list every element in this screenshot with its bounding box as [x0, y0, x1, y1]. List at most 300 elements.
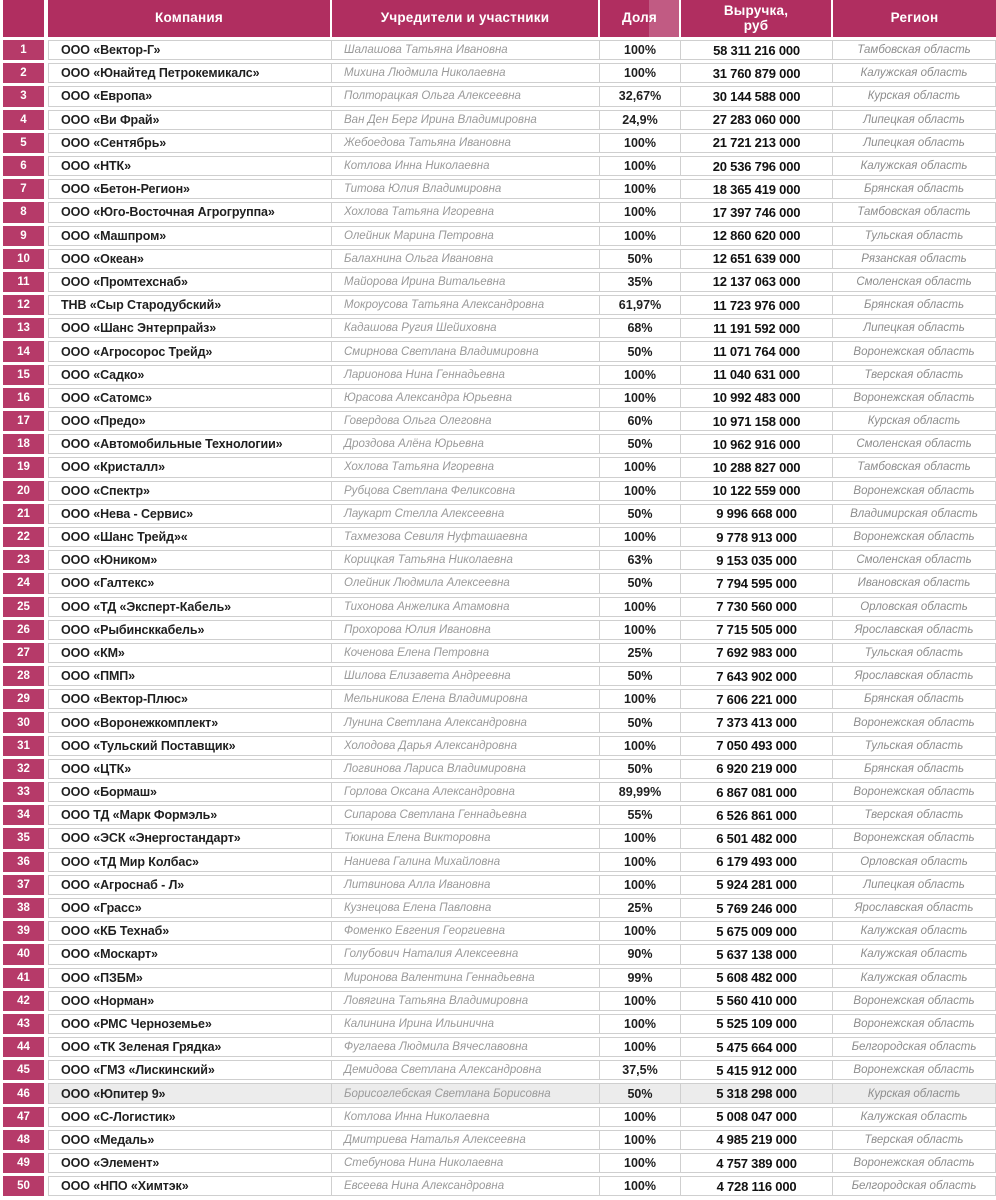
founders-cell: Рубцова Светлана Феликсовна — [332, 481, 600, 501]
company-cell: ООО «Шанс Трейд»« — [48, 527, 332, 547]
founders-cell: Коченова Елена Петровна — [332, 643, 600, 663]
company-cell: ООО «Предо» — [48, 411, 332, 431]
table-row — [3, 295, 996, 315]
region-cell: Ивановская область — [833, 573, 996, 593]
company-cell: ООО «С-Логистик» — [48, 1107, 332, 1127]
table-row — [3, 411, 996, 431]
table-row — [3, 504, 996, 524]
revenue-cell: 9 153 035 000 — [681, 550, 833, 570]
founders-cell: Горлова Оксана Александровна — [332, 782, 600, 802]
share-cell: 100% — [600, 875, 681, 895]
share-cell: 35% — [600, 272, 681, 292]
table-row — [3, 620, 996, 640]
table-row — [3, 944, 996, 964]
table-row — [3, 272, 996, 292]
share-cell: 100% — [600, 597, 681, 617]
company-cell: ООО «Европа» — [48, 86, 332, 106]
row-number-cell: 16 — [3, 388, 44, 408]
revenue-cell: 11 723 976 000 — [681, 295, 833, 315]
region-cell: Воронежская область — [833, 991, 996, 1011]
row-number-cell: 30 — [3, 712, 44, 732]
share-cell: 50% — [600, 666, 681, 686]
company-cell: ООО «Агросорос Трейд» — [48, 341, 332, 361]
company-cell: ООО «Юго-Восточная Агрогруппа» — [48, 202, 332, 222]
company-cell: ООО «Элемент» — [48, 1153, 332, 1173]
revenue-cell: 27 283 060 000 — [681, 110, 833, 130]
founders-cell: Мокроусова Татьяна Александровна — [332, 295, 600, 315]
share-cell: 100% — [600, 457, 681, 477]
row-number-cell: 43 — [3, 1014, 44, 1034]
share-cell: 63% — [600, 550, 681, 570]
header-region-label: Регион — [890, 10, 939, 26]
table-header-row — [3, 0, 996, 37]
share-cell: 68% — [600, 318, 681, 338]
revenue-cell: 12 860 620 000 — [681, 226, 833, 246]
region-cell: Ярославская область — [833, 666, 996, 686]
founders-cell: Шалашова Татьяна Ивановна — [332, 40, 600, 60]
header-share-label: Доля — [622, 10, 657, 26]
table-row — [3, 179, 996, 199]
table-row — [3, 597, 996, 617]
region-cell: Курская область — [833, 411, 996, 431]
table-row — [3, 898, 996, 918]
row-number-cell: 32 — [3, 759, 44, 779]
region-cell: Тульская область — [833, 736, 996, 756]
company-cell: ООО «Автомобильные Технологии» — [48, 434, 332, 454]
row-number-cell: 37 — [3, 875, 44, 895]
founders-cell: Шилова Елизавета Андреевна — [332, 666, 600, 686]
region-cell: Брянская область — [833, 179, 996, 199]
revenue-cell: 7 794 595 000 — [681, 573, 833, 593]
share-cell: 25% — [600, 898, 681, 918]
founders-cell: Котлова Инна Николаевна — [332, 156, 600, 176]
row-number-cell: 28 — [3, 666, 44, 686]
company-cell: ООО «Рыбинсккабель» — [48, 620, 332, 640]
founders-cell: Корицкая Татьяна Николаевна — [332, 550, 600, 570]
share-cell: 100% — [600, 1014, 681, 1034]
share-cell: 100% — [600, 991, 681, 1011]
row-number-cell: 11 — [3, 272, 44, 292]
founders-cell: Холодова Дарья Александровна — [332, 736, 600, 756]
share-cell: 100% — [600, 63, 681, 83]
row-number-cell: 46 — [3, 1083, 44, 1103]
row-number-cell: 27 — [3, 643, 44, 663]
share-cell: 24,9% — [600, 110, 681, 130]
founders-cell: Дроздова Алёна Юрьевна — [332, 434, 600, 454]
row-number-cell: 4 — [3, 110, 44, 130]
share-cell: 50% — [600, 341, 681, 361]
table-body — [3, 40, 996, 1196]
table-row — [3, 365, 996, 385]
company-cell: ООО «Сатомс» — [48, 388, 332, 408]
table-row — [3, 689, 996, 709]
founders-cell: Наниева Галина Михайловна — [332, 852, 600, 872]
region-cell: Липецкая область — [833, 318, 996, 338]
revenue-cell: 9 778 913 000 — [681, 527, 833, 547]
company-cell: ТНВ «Сыр Стародубский» — [48, 295, 332, 315]
row-number-cell: 34 — [3, 805, 44, 825]
table-row — [3, 968, 996, 988]
share-cell: 100% — [600, 156, 681, 176]
revenue-cell: 18 365 419 000 — [681, 179, 833, 199]
region-cell: Калужская область — [833, 63, 996, 83]
header-cells — [48, 0, 996, 37]
row-number-cell: 12 — [3, 295, 44, 315]
region-cell: Воронежская область — [833, 828, 996, 848]
share-cell: 60% — [600, 411, 681, 431]
revenue-cell: 17 397 746 000 — [681, 202, 833, 222]
company-cell: ООО «Машпром» — [48, 226, 332, 246]
row-number-cell: 39 — [3, 921, 44, 941]
founders-cell: Литвинова Алла Ивановна — [332, 875, 600, 895]
founders-cell: Логвинова Лариса Владимировна — [332, 759, 600, 779]
region-cell: Калужская область — [833, 968, 996, 988]
founders-cell: Смирнова Светлана Владимировна — [332, 341, 600, 361]
header-share — [600, 0, 681, 37]
share-cell: 50% — [600, 1083, 681, 1103]
founders-cell: Тахмезова Севиля Нуфташаевна — [332, 527, 600, 547]
region-cell: Воронежская область — [833, 341, 996, 361]
revenue-cell: 11 191 592 000 — [681, 318, 833, 338]
region-cell: Воронежская область — [833, 1153, 996, 1173]
company-cell: ООО «Москарт» — [48, 944, 332, 964]
founders-cell: Полторацкая Ольга Алексеевна — [332, 86, 600, 106]
row-number-cell: 13 — [3, 318, 44, 338]
table-row — [3, 1083, 996, 1103]
share-cell: 100% — [600, 1037, 681, 1057]
region-cell: Орловская область — [833, 597, 996, 617]
company-cell: ООО «Юнайтед Петрокемикалс» — [48, 63, 332, 83]
row-number-cell: 18 — [3, 434, 44, 454]
company-cell: ООО «Тульский Поставщик» — [48, 736, 332, 756]
company-cell: ООО «Ви Фрай» — [48, 110, 332, 130]
company-cell: ООО «Садко» — [48, 365, 332, 385]
revenue-cell: 5 560 410 000 — [681, 991, 833, 1011]
company-cell: ООО «Бетон-Регион» — [48, 179, 332, 199]
row-number-cell: 42 — [3, 991, 44, 1011]
row-number-cell: 1 — [3, 40, 44, 60]
revenue-cell: 5 608 482 000 — [681, 968, 833, 988]
row-number-cell: 19 — [3, 457, 44, 477]
share-cell: 100% — [600, 527, 681, 547]
table-row — [3, 388, 996, 408]
region-cell: Рязанская область — [833, 249, 996, 269]
region-cell: Воронежская область — [833, 1014, 996, 1034]
header-founders-label: Учредители и участники — [380, 10, 550, 26]
founders-cell: Ларионова Нина Геннадьевна — [332, 365, 600, 385]
company-cell: ООО «Норман» — [48, 991, 332, 1011]
revenue-cell: 5 008 047 000 — [681, 1107, 833, 1127]
share-cell: 100% — [600, 481, 681, 501]
share-cell: 32,67% — [600, 86, 681, 106]
table-row — [3, 226, 996, 246]
share-cell: 50% — [600, 434, 681, 454]
share-cell: 25% — [600, 643, 681, 663]
region-cell: Владимирская область — [833, 504, 996, 524]
row-number-cell: 40 — [3, 944, 44, 964]
region-cell: Тверская область — [833, 805, 996, 825]
company-cell: ООО «ЦТК» — [48, 759, 332, 779]
row-number-cell: 35 — [3, 828, 44, 848]
region-cell: Липецкая область — [833, 110, 996, 130]
region-cell: Тамбовская область — [833, 40, 996, 60]
region-cell: Смоленская область — [833, 434, 996, 454]
revenue-cell: 11 040 631 000 — [681, 365, 833, 385]
revenue-cell: 10 288 827 000 — [681, 457, 833, 477]
founders-cell: Хохлова Татьяна Игоревна — [332, 202, 600, 222]
table-row — [3, 133, 996, 153]
table-row — [3, 63, 996, 83]
table-row — [3, 643, 996, 663]
founders-cell: Лаукарт Стелла Алексеевна — [332, 504, 600, 524]
revenue-cell: 20 536 796 000 — [681, 156, 833, 176]
revenue-cell: 7 730 560 000 — [681, 597, 833, 617]
company-cell: ООО «РМС Черноземье» — [48, 1014, 332, 1034]
company-cell: ООО «Воронежкомплект» — [48, 712, 332, 732]
table-row — [3, 736, 996, 756]
header-company — [48, 0, 332, 37]
revenue-cell: 7 715 505 000 — [681, 620, 833, 640]
row-number-cell: 45 — [3, 1060, 44, 1080]
row-number-cell: 15 — [3, 365, 44, 385]
revenue-cell: 6 501 482 000 — [681, 828, 833, 848]
table-row — [3, 1060, 996, 1080]
revenue-cell: 10 122 559 000 — [681, 481, 833, 501]
share-cell: 99% — [600, 968, 681, 988]
founders-cell: Евсеева Нина Александровна — [332, 1176, 600, 1196]
company-cell: ООО «Галтекс» — [48, 573, 332, 593]
company-cell: ООО «Юпитер 9» — [48, 1083, 332, 1103]
region-cell: Брянская область — [833, 689, 996, 709]
founders-cell: Олейник Марина Петровна — [332, 226, 600, 246]
row-number-cell: 5 — [3, 133, 44, 153]
revenue-cell: 12 137 063 000 — [681, 272, 833, 292]
row-number-cell: 8 — [3, 202, 44, 222]
region-cell: Брянская область — [833, 759, 996, 779]
table-row — [3, 156, 996, 176]
company-cell: ООО «КБ Технаб» — [48, 921, 332, 941]
revenue-cell: 4 985 219 000 — [681, 1130, 833, 1150]
founders-cell: Стебунова Нина Николаевна — [332, 1153, 600, 1173]
founders-cell: Прохорова Юлия Ивановна — [332, 620, 600, 640]
table-row — [3, 318, 996, 338]
table-row — [3, 875, 996, 895]
share-cell: 100% — [600, 1130, 681, 1150]
share-cell: 55% — [600, 805, 681, 825]
table-row — [3, 828, 996, 848]
revenue-cell: 5 318 298 000 — [681, 1083, 833, 1103]
share-cell: 100% — [600, 1176, 681, 1196]
row-number-cell: 29 — [3, 689, 44, 709]
revenue-cell: 4 728 116 000 — [681, 1176, 833, 1196]
row-number-cell: 7 — [3, 179, 44, 199]
row-number-cell: 36 — [3, 852, 44, 872]
founders-cell: Демидова Светлана Александровна — [332, 1060, 600, 1080]
header-revenue-label-line1: Выручка, — [723, 2, 789, 18]
founders-cell: Борисоглебская Светлана Борисовна — [332, 1083, 600, 1103]
revenue-cell: 31 760 879 000 — [681, 63, 833, 83]
region-cell: Тульская область — [833, 643, 996, 663]
company-cell: ООО «ТК Зеленая Грядка» — [48, 1037, 332, 1057]
table-row — [3, 1176, 996, 1196]
revenue-cell: 7 050 493 000 — [681, 736, 833, 756]
region-cell: Тверская область — [833, 365, 996, 385]
revenue-cell: 7 643 902 000 — [681, 666, 833, 686]
founders-cell: Ловягина Татьяна Владимировна — [332, 991, 600, 1011]
revenue-cell: 58 311 216 000 — [681, 40, 833, 60]
table-row — [3, 1107, 996, 1127]
founders-cell: Кадашова Ругия Шейиховна — [332, 318, 600, 338]
region-cell: Белгородская область — [833, 1176, 996, 1196]
region-cell: Калужская область — [833, 156, 996, 176]
share-cell: 100% — [600, 689, 681, 709]
revenue-cell: 5 769 246 000 — [681, 898, 833, 918]
revenue-cell: 30 144 588 000 — [681, 86, 833, 106]
share-cell: 100% — [600, 40, 681, 60]
region-cell: Тамбовская область — [833, 457, 996, 477]
company-cell: ООО «Вектор-Плюс» — [48, 689, 332, 709]
table-row — [3, 202, 996, 222]
founders-cell: Миронова Валентина Геннадьевна — [332, 968, 600, 988]
share-cell: 100% — [600, 921, 681, 941]
revenue-cell: 9 996 668 000 — [681, 504, 833, 524]
region-cell: Калужская область — [833, 1107, 996, 1127]
company-cell: ООО «НТК» — [48, 156, 332, 176]
region-cell: Тверская область — [833, 1130, 996, 1150]
share-cell: 50% — [600, 249, 681, 269]
table-row — [3, 86, 996, 106]
row-number-cell: 3 — [3, 86, 44, 106]
revenue-cell: 7 373 413 000 — [681, 712, 833, 732]
table-row — [3, 759, 996, 779]
table-row — [3, 921, 996, 941]
founders-cell: Тихонова Анжелика Атамовна — [332, 597, 600, 617]
company-cell: ООО «Медаль» — [48, 1130, 332, 1150]
table-row — [3, 1130, 996, 1150]
founders-cell: Фоменко Евгения Георгиевна — [332, 921, 600, 941]
founders-cell: Котлова Инна Николаевна — [332, 1107, 600, 1127]
table-row — [3, 1014, 996, 1034]
company-cell: ООО «Бормаш» — [48, 782, 332, 802]
row-number-cell: 6 — [3, 156, 44, 176]
revenue-cell: 5 675 009 000 — [681, 921, 833, 941]
company-cell: ООО «Спектр» — [48, 481, 332, 501]
region-cell: Воронежская область — [833, 481, 996, 501]
founders-cell: Титова Юлия Владимировна — [332, 179, 600, 199]
founders-cell: Мельникова Елена Владимировна — [332, 689, 600, 709]
revenue-cell: 5 525 109 000 — [681, 1014, 833, 1034]
founders-cell: Говердова Ольга Олеговна — [332, 411, 600, 431]
revenue-cell: 5 637 138 000 — [681, 944, 833, 964]
company-cell: ООО «Шанс Энтерпрайз» — [48, 318, 332, 338]
region-cell: Воронежская область — [833, 782, 996, 802]
row-number-cell: 10 — [3, 249, 44, 269]
share-cell: 61,97% — [600, 295, 681, 315]
region-cell: Липецкая область — [833, 875, 996, 895]
founders-cell: Кузнецова Елена Павловна — [332, 898, 600, 918]
region-cell: Смоленская область — [833, 272, 996, 292]
revenue-cell: 7 692 983 000 — [681, 643, 833, 663]
region-cell: Брянская область — [833, 295, 996, 315]
region-cell: Орловская область — [833, 852, 996, 872]
region-cell: Липецкая область — [833, 133, 996, 153]
company-cell: ООО ТД «Марк Формэль» — [48, 805, 332, 825]
table-row — [3, 110, 996, 130]
table-row — [3, 991, 996, 1011]
revenue-cell: 6 526 861 000 — [681, 805, 833, 825]
founders-cell: Калинина Ирина Ильинична — [332, 1014, 600, 1034]
revenue-cell: 5 924 281 000 — [681, 875, 833, 895]
table-row — [3, 573, 996, 593]
revenue-cell: 5 475 664 000 — [681, 1037, 833, 1057]
revenue-cell: 21 721 213 000 — [681, 133, 833, 153]
founders-cell: Хохлова Татьяна Игоревна — [332, 457, 600, 477]
row-number-cell: 2 — [3, 63, 44, 83]
region-cell: Курская область — [833, 1083, 996, 1103]
share-cell: 100% — [600, 736, 681, 756]
company-cell: ООО «Промтехснаб» — [48, 272, 332, 292]
region-cell: Воронежская область — [833, 712, 996, 732]
table-row — [3, 434, 996, 454]
header-revenue — [681, 0, 833, 37]
region-cell: Калужская область — [833, 921, 996, 941]
revenue-cell: 10 992 483 000 — [681, 388, 833, 408]
revenue-cell: 6 920 219 000 — [681, 759, 833, 779]
region-cell: Воронежская область — [833, 527, 996, 547]
table-row — [3, 457, 996, 477]
region-cell: Калужская область — [833, 944, 996, 964]
company-cell: ООО «КМ» — [48, 643, 332, 663]
share-cell: 100% — [600, 620, 681, 640]
table-row — [3, 341, 996, 361]
share-cell: 100% — [600, 852, 681, 872]
founders-cell: Михина Людмила Николаевна — [332, 63, 600, 83]
revenue-cell: 6 867 081 000 — [681, 782, 833, 802]
table-row — [3, 481, 996, 501]
region-cell: Ярославская область — [833, 620, 996, 640]
company-cell: ООО «Нева - Сервис» — [48, 504, 332, 524]
company-cell: ООО «ГМЗ «Лискинский» — [48, 1060, 332, 1080]
row-number-cell: 48 — [3, 1130, 44, 1150]
table-row — [3, 712, 996, 732]
table-row — [3, 40, 996, 60]
row-number-cell: 24 — [3, 573, 44, 593]
table-row — [3, 782, 996, 802]
revenue-cell: 7 606 221 000 — [681, 689, 833, 709]
founders-cell: Тюкина Елена Викторовна — [332, 828, 600, 848]
company-cell: ООО «Сентябрь» — [48, 133, 332, 153]
revenue-cell: 12 651 639 000 — [681, 249, 833, 269]
region-cell: Курская область — [833, 86, 996, 106]
region-cell: Ярославская область — [833, 898, 996, 918]
company-cell: ООО «ТД Мир Колбас» — [48, 852, 332, 872]
share-cell: 89,99% — [600, 782, 681, 802]
share-cell: 50% — [600, 759, 681, 779]
region-cell: Тульская область — [833, 226, 996, 246]
row-number-cell: 21 — [3, 504, 44, 524]
row-number-cell: 9 — [3, 226, 44, 246]
region-cell: Воронежская область — [833, 1060, 996, 1080]
company-cell: ООО «Океан» — [48, 249, 332, 269]
share-cell: 100% — [600, 202, 681, 222]
revenue-cell: 11 071 764 000 — [681, 341, 833, 361]
share-cell: 100% — [600, 1107, 681, 1127]
revenue-cell: 5 415 912 000 — [681, 1060, 833, 1080]
company-cell: ООО «ПМП» — [48, 666, 332, 686]
region-cell: Смоленская область — [833, 550, 996, 570]
header-company-label: Компания — [155, 10, 223, 26]
company-cell: ООО «Вектор-Г» — [48, 40, 332, 60]
